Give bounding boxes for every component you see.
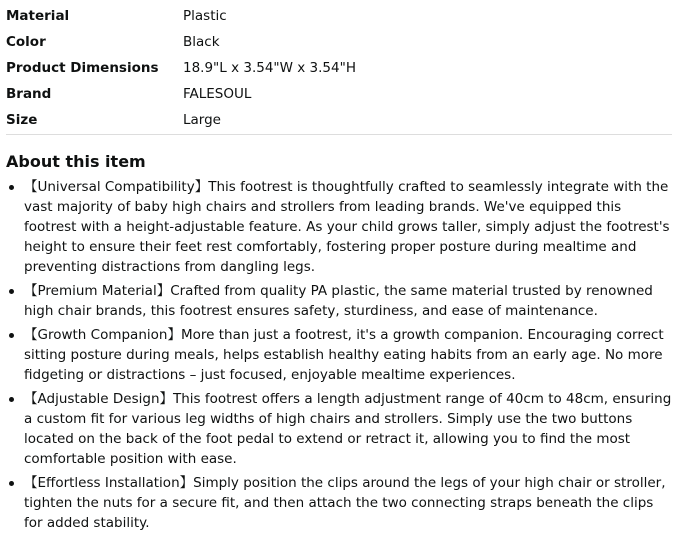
spec-label: Size (6, 112, 38, 128)
spec-label: Color (6, 34, 46, 50)
bullet-dot-icon (9, 481, 14, 486)
list-item (6, 177, 674, 277)
bullet-text: 【Effortless Installation】Simply position the clips around the legs of your high chair or stroller, tighten the nuts for a secure fit, and then attach the two connecting straps beneath the clips for added stability. (24, 475, 666, 531)
spec-label: Brand (6, 86, 52, 102)
spec-value: Plastic (183, 8, 227, 24)
spec-row-size (6, 107, 672, 133)
about-bullet-list (6, 177, 674, 537)
spec-label: Material (6, 8, 70, 24)
bullet-dot-icon (9, 289, 14, 294)
bullet-dot-icon (9, 397, 14, 402)
list-item (6, 281, 674, 321)
spec-value: 18.9"L x 3.54"W x 3.54"H (183, 60, 356, 76)
spec-row-material (6, 3, 672, 29)
bullet-text: 【Premium Material】Crafted from quality PA plastic, the same material trusted by renowned high chair brands, this footrest ensures safety, sturdiness, and ease of maintenance. (24, 283, 653, 319)
spec-row-dimensions (6, 55, 672, 81)
spec-row-color (6, 29, 672, 55)
section-divider (6, 134, 672, 135)
list-item (6, 325, 674, 385)
bullet-text: 【Growth Companion】More than just a footrest, it's a growth companion. Encouraging correct sitting posture during meals, helps establish healthy eating habits from an early age. No more fidgeting or distractions – just focused, enjoyable mealtime experiences. (24, 327, 664, 383)
spec-row-brand (6, 81, 672, 107)
spec-value: Black (183, 34, 220, 50)
bullet-text: 【Adjustable Design】This footrest offers a length adjustment range of 40cm to 48cm, ensuring a custom fit for various leg widths of high chairs and strollers. Simply use the two buttons located on the back of the foot pedal to extend or retract it, allowing you to find the most comfortable position with ease. (24, 391, 672, 467)
about-section-title: About this item (6, 152, 146, 171)
bullet-dot-icon (9, 185, 14, 190)
product-specs-table (6, 3, 672, 133)
spec-label: Product Dimensions (6, 60, 159, 76)
bullet-text: 【Universal Compatibility】This footrest is thoughtfully crafted to seamlessly integrate with the vast majority of baby high chairs and strollers from leading brands. We've equipped this footrest with a height-adjustable feature. As your child grows taller, simply adjust the footrest's height to ensure their feet rest comfortably, fostering proper posture during mealtime and preventing distractions from dangling legs. (24, 179, 670, 275)
list-item (6, 473, 674, 533)
spec-value: FALESOUL (183, 86, 252, 102)
bullet-dot-icon (9, 333, 14, 338)
spec-value: Large (183, 112, 221, 128)
list-item (6, 389, 674, 469)
